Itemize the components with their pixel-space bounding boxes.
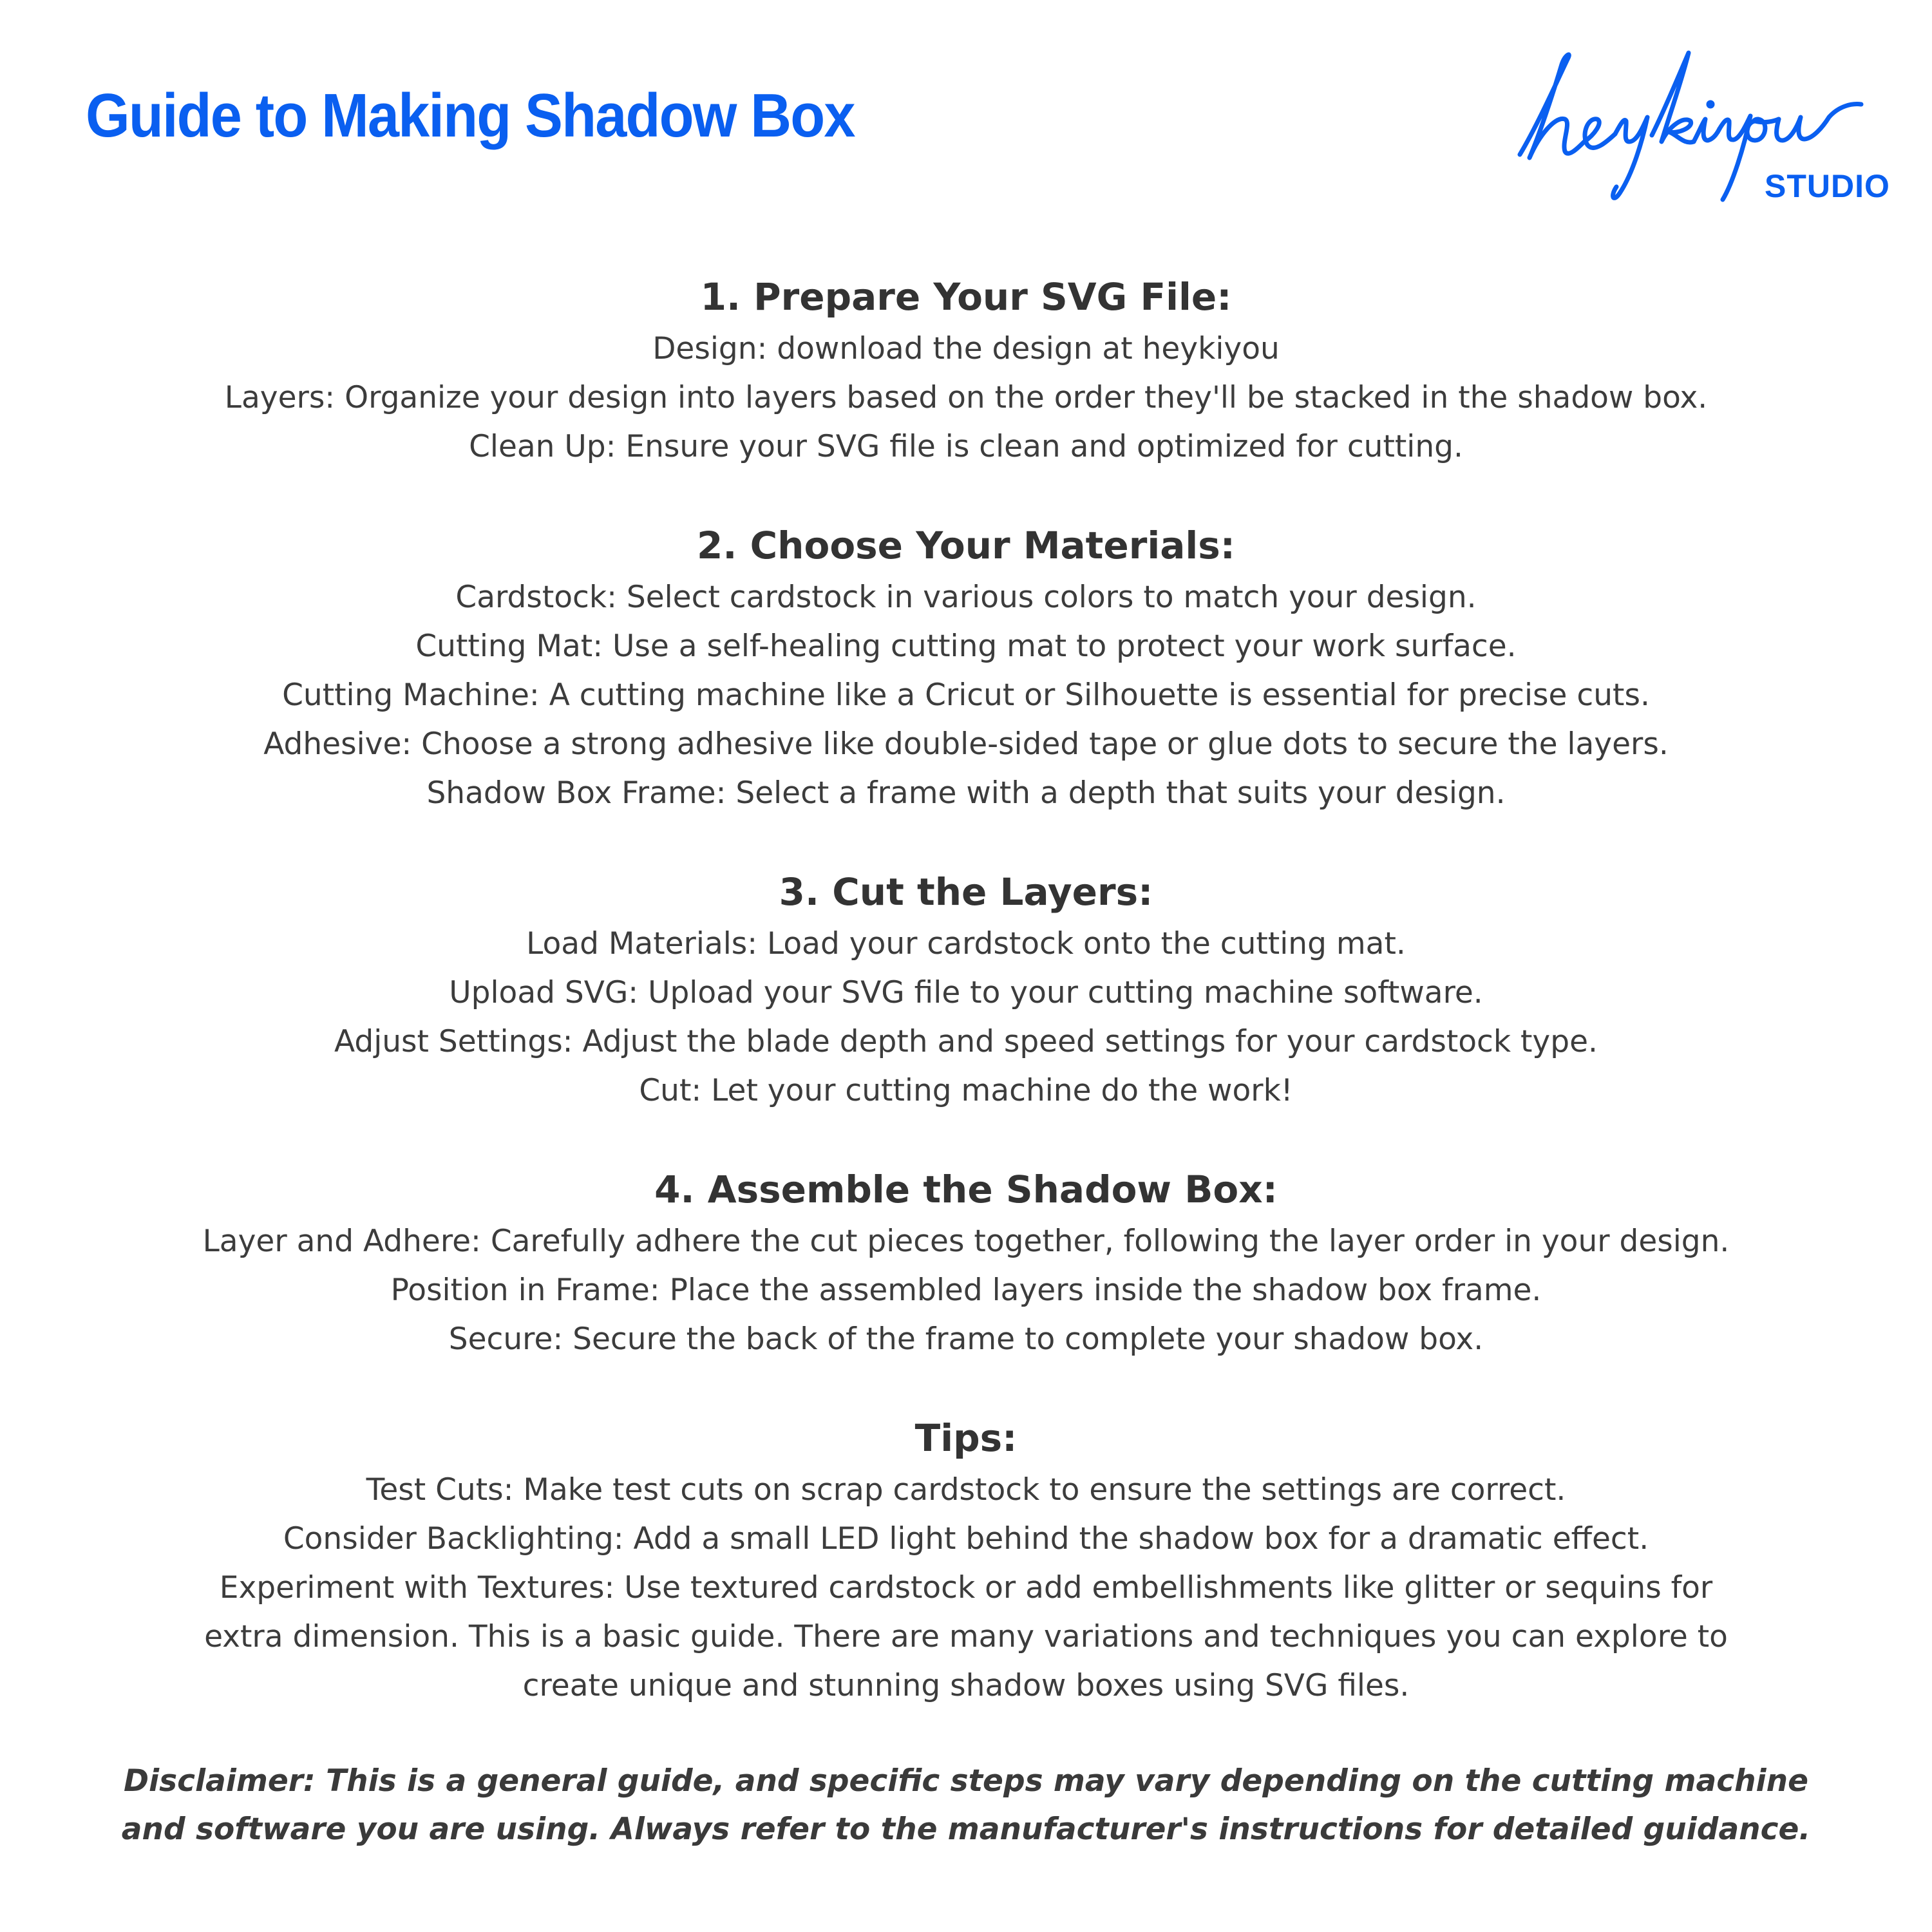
section-line: create unique and stunning shadow boxes using SVG files. <box>522 1668 1410 1703</box>
disclaimer-line: Disclaimer: This is a general guide, and specific steps may vary depending on the cutting machine <box>124 1763 1808 1799</box>
section-line: Adhesive: Choose a strong adhesive like double-sided tape or glue dots to secure the layers. <box>263 726 1669 762</box>
section-heading: 2. Choose Your Materials: <box>697 524 1235 567</box>
section-prepare-svg <box>97 269 1835 471</box>
section-line: Experiment with Textures: Use textured cardstock or add embellishments like glitter or sequins for <box>219 1570 1713 1605</box>
section-line: Adjust Settings: Adjust the blade depth and speed settings for your cardstock type. <box>334 1024 1598 1059</box>
section-line: Layer and Adhere: Carefully adhere the cut pieces together, following the layer order in your design. <box>202 1224 1730 1259</box>
section-heading: 1. Prepare Your SVG File: <box>700 275 1232 319</box>
page-title: Guide to Making Shadow Box <box>86 81 855 150</box>
section-assemble <box>97 1162 1835 1364</box>
section-line: Design: download the design at heykiyou <box>652 331 1280 366</box>
section-line: Layers: Organize your design into layers based on the order they'll be stacked in the shadow box. <box>224 380 1708 415</box>
section-line: Upload SVG: Upload your SVG file to your cutting machine software. <box>449 975 1483 1010</box>
disclaimer-line: and software you are using. Always refer to the manufacturer's instructions for detailed guidance. <box>121 1812 1811 1847</box>
section-heading: 3. Cut the Layers: <box>779 870 1153 914</box>
section-line: Cardstock: Select cardstock in various colors to match your design. <box>455 580 1477 615</box>
section-choose-materials <box>97 518 1835 818</box>
section-line: Cut: Let your cutting machine do the work! <box>639 1073 1293 1108</box>
section-line: Load Materials: Load your cardstock onto the cutting mat. <box>526 926 1406 961</box>
disclaimer <box>97 1757 1835 1853</box>
section-heading: Tips: <box>914 1416 1018 1460</box>
section-tips <box>97 1410 1835 1710</box>
section-cut-layers <box>97 864 1835 1115</box>
brand-logo <box>1501 45 1890 213</box>
section-line: extra dimension. This is a basic guide. There are many variations and techniques you can explore to <box>204 1619 1728 1654</box>
section-line: Clean Up: Ensure your SVG file is clean and optimized for cutting. <box>469 429 1463 464</box>
guide-content <box>97 269 1835 1900</box>
section-line: Consider Backlighting: Add a small LED light behind the shadow box for a dramatic effect. <box>283 1521 1649 1557</box>
section-line: Cutting Mat: Use a self-healing cutting mat to protect your work surface. <box>415 629 1517 664</box>
section-line: Secure: Secure the back of the frame to complete your shadow box. <box>448 1321 1484 1357</box>
section-line: Test Cuts: Make test cuts on scrap cardstock to ensure the settings are correct. <box>366 1472 1566 1508</box>
section-line: Shadow Box Frame: Select a frame with a depth that suits your design. <box>426 775 1506 811</box>
logo-studio-text: STUDIO <box>1765 168 1890 204</box>
section-line: Position in Frame: Place the assembled layers inside the shadow box frame. <box>390 1273 1542 1308</box>
section-heading: 4. Assemble the Shadow Box: <box>654 1168 1278 1211</box>
section-line: Cutting Machine: A cutting machine like a Cricut or Silhouette is essential for precise cuts. <box>282 677 1650 713</box>
